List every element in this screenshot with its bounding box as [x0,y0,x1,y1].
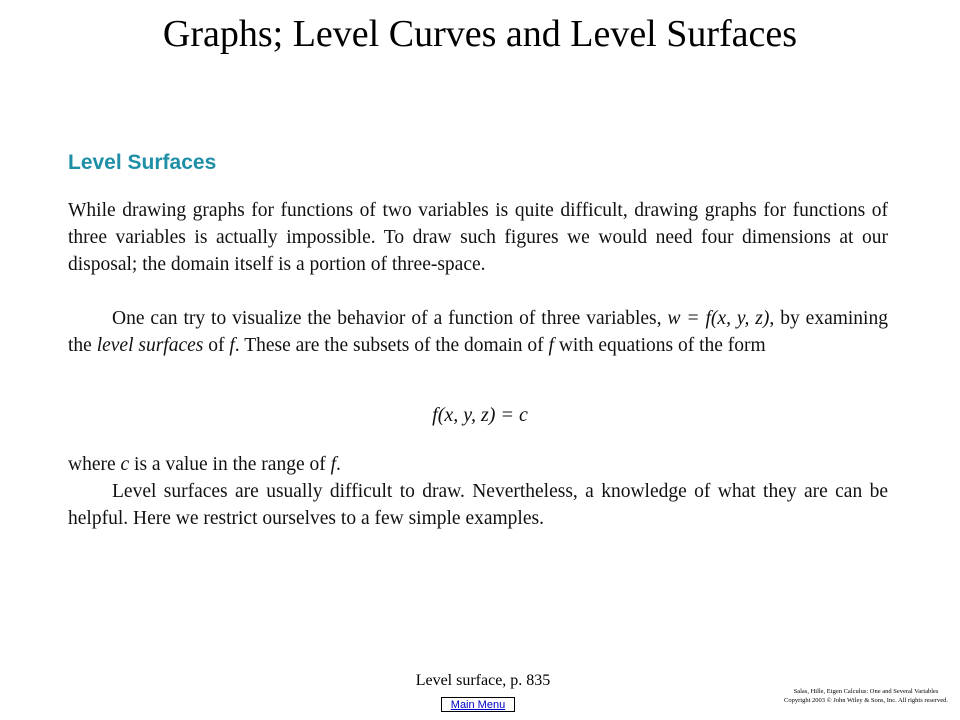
symbol-f: f [330,454,337,475]
symbol-f: f [229,335,235,356]
section-heading: Level Surfaces [68,151,217,174]
credit-line: Copyright 2003 © John Wiley & Sons, Inc. All rights reserved. [784,697,948,704]
symbol-f: f [548,335,554,356]
paragraph-text: . [336,454,341,475]
paragraph-text: is a value in the range of [129,454,331,475]
paragraph-level-surfaces [68,305,888,359]
paragraph-where-c [68,451,888,478]
paragraph-intro: While drawing graphs for functions of two variables is quite difficult, drawing graphs for functions of three variables is actually impossible. To draw such figures we would need four dimensions at our disposal; the domain itself is a portion of three-space. [68,200,888,275]
formula-w: w = f(x, y, z) [667,308,770,329]
main-menu-button[interactable]: Main Menu [441,697,515,712]
term-level-surfaces: level surfaces [96,335,204,356]
paragraph-text: of [203,335,230,356]
paragraph-text: where [68,454,121,475]
figure-caption: Level surface, p. 835 [415,672,551,689]
paragraph-difficulty: Level surfaces are usually difficult to draw. Nevertheless, a knowledge of what they are can be helpful. Here we restrict ourselves to a few simple examples. [68,481,888,529]
paragraph-text: with equations of the form [553,335,766,356]
level-surface-equation: f(x, y, z) = c [432,404,528,426]
slide-title: Graphs; Level Curves and Level Surfaces [162,13,798,55]
paragraph-text: . These are the subsets of the domain of [234,335,549,356]
paragraph-text: , by examining the [68,308,888,356]
paragraph-conclusion [68,451,888,532]
symbol-c: c [120,454,130,475]
copyright-credits [784,687,948,705]
credit-line: Salas, Hille, Etgen Calculus: One and Several Variables [793,688,939,695]
paragraph-text: One can try to visualize the behavior of a function of three variables, [112,308,668,329]
